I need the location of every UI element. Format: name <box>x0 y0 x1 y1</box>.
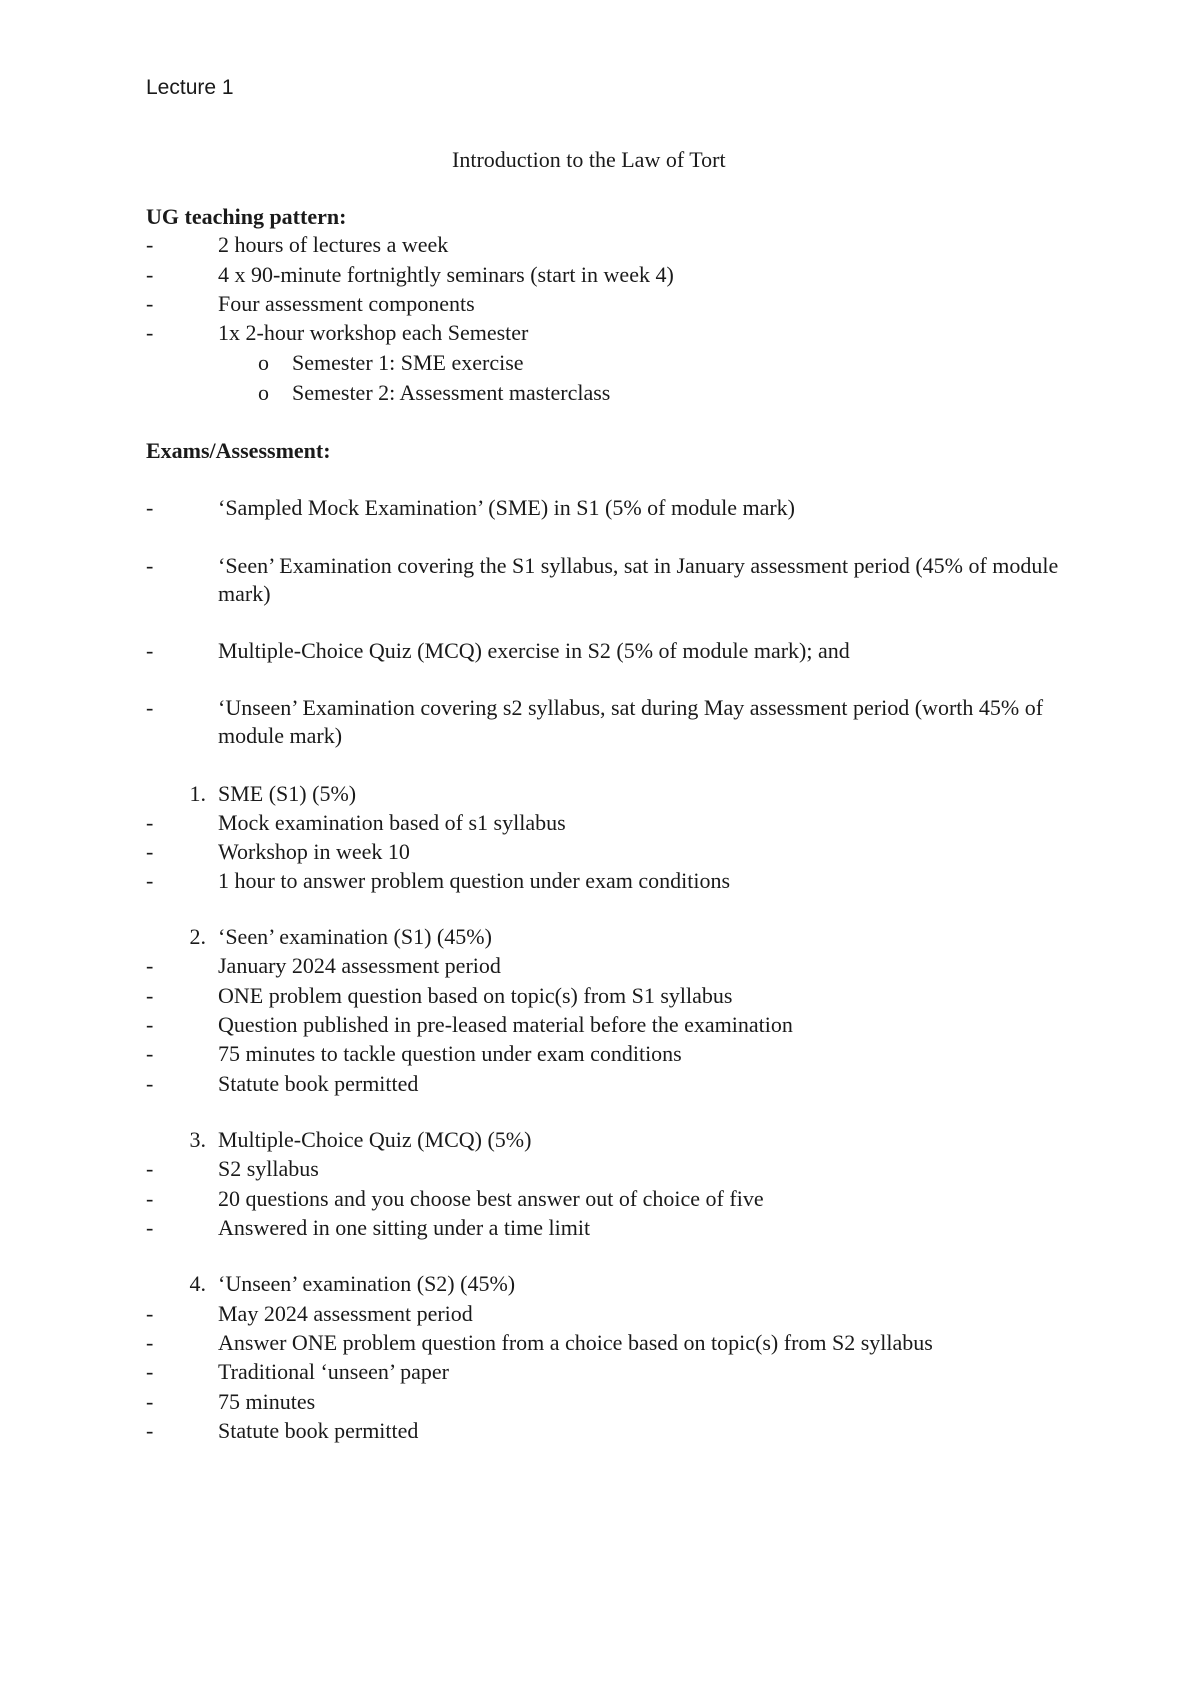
document-page: Lecture 1 Introduction to the Law of Tort UG teaching pattern: - 2 hours of lectures a week - 4 x 90-minute fortnightly seminars (start in week 4) - Four assessment components - 1x 2-hour workshop each Semester o Semester 1: SME exercise o Semester 2: Assessment masterclass Exams/Assessment: - ‘Sampled Mock Examination’ (SME) in S1 (5% of module mark) - ‘Seen’ Examination covering the S1 syllabus, sat in January assessment period (45% of module mark) - Multiple-Choice Quiz (MCQ) exercise in S2 (5% of module mark); and - ‘Unseen’ Examination covering s2 syllabus, sat during May assessment period (worth 45% of module mark) 1. SME (S1) (5%) - Mock examination based of s1 syllabus - Workshop in week 10 - 1 hour to answer problem question under exam conditions 2. ‘Seen’ examination (S1) (45%) - January 2024 assessment period - ONE problem question based on topic(s) from S1 syllabus - Question published in pre-leased material before the examination - 75 minutes to tackle question under exam conditions - Statute book permitted 3. Multiple-Choice Quiz (MCQ) (5%) - S2 syllabus - 20 questions and you choose best answer out of choice of five - Answered in one sitting under a time limit 4. ‘Unseen’ examination (S2) (45%) - May 2024 assessment period - Answer ONE problem question from a choice based on topic(s) from S2 syllabus - Traditional ‘unseen’ paper - 75 minutes - Statute book permitted <box>146 76 1059 1443</box>
exams-heading: Exams/Assessment: <box>146 438 331 463</box>
document-title: Introduction to the Law of Tort <box>452 147 726 172</box>
lecture-header: Lecture 1 <box>146 76 234 99</box>
teaching-heading: UG teaching pattern: <box>146 204 347 229</box>
